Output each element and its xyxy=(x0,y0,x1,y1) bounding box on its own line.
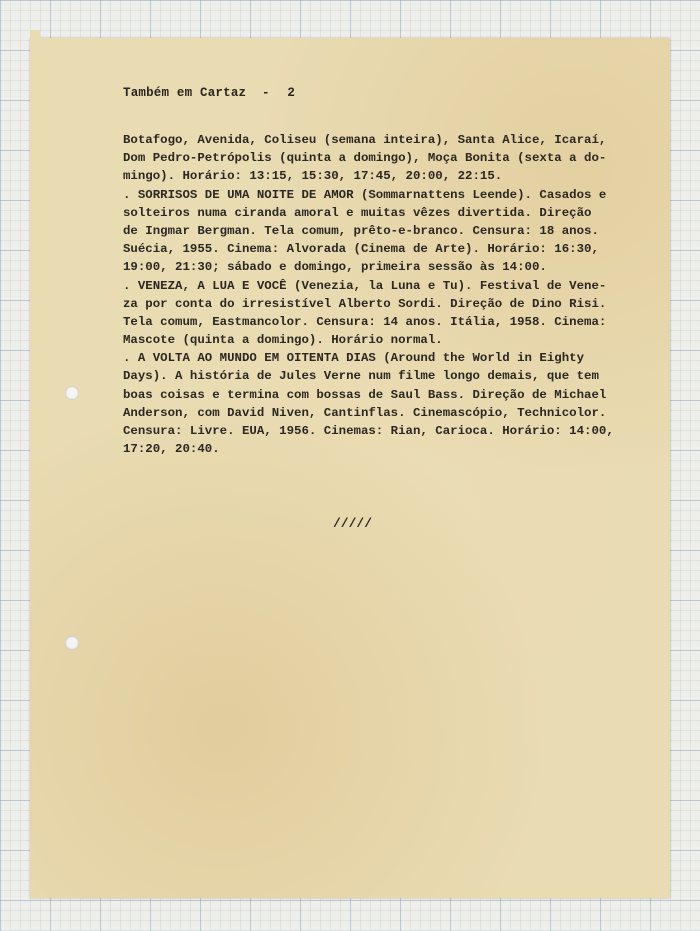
text-line: Anderson, com David Niven, Cantinflas. Cinemascópio, Technicolor. xyxy=(123,405,607,420)
text-line: 17:20, 20:40. xyxy=(123,442,220,457)
text-line: Days). A história de Jules Verne num filme longo demais, que tem xyxy=(123,369,599,384)
text-line: solteiros numa ciranda amoral e muitas vêzes divertida. Direção xyxy=(123,205,592,220)
punch-hole xyxy=(65,386,79,400)
end-mark: ///// xyxy=(333,516,373,531)
typewritten-page xyxy=(30,38,670,898)
punch-hole xyxy=(65,636,79,650)
text-line: Tela comum, Eastmancolor. Censura: 14 anos. Itália, 1958. Cinema: xyxy=(123,314,607,329)
text-line: Censura: Livre. EUA, 1956. Cinemas: Rian, Carioca. Horário: 14:00, xyxy=(123,424,614,438)
text-line: Mascote (quinta a domingo). Horário normal. xyxy=(123,333,443,348)
text-line: Suécia, 1955. Cinema: Alvorada (Cinema de Arte). Horário: 16:30, xyxy=(123,242,599,257)
text-line: . A VOLTA AO MUNDO EM OITENTA DIAS (Around the World in Eighty xyxy=(123,351,585,366)
text-line: mingo). Horário: 13:15, 15:30, 17:45, 20:00, 22:15. xyxy=(123,169,503,184)
text-line: Dom Pedro-Petrópolis (quinta a domingo), Moça Bonita (sexta a do- xyxy=(123,151,607,166)
text-line: za por conta do irresistível Alberto Sordi. Direção de Dino Risi. xyxy=(123,296,607,311)
page-header xyxy=(123,86,295,100)
text-line: de Ingmar Bergman. Tela comum, prêto-e-branco. Censura: 18 anos. xyxy=(123,223,599,238)
text-line: boas coisas e termina com bossas de Saul Bass. Direção de Michael xyxy=(123,387,607,402)
text-line: 19:00, 21:30; sábado e domingo, primeira sessão às 14:00. xyxy=(123,260,547,275)
body-text xyxy=(123,131,700,458)
header-dash: - xyxy=(261,86,270,100)
page-number: 2 xyxy=(287,86,296,100)
header-title: Também em Cartaz xyxy=(123,86,247,100)
text-line: Botafogo, Avenida, Coliseu (semana inteira), Santa Alice, Icaraí, xyxy=(123,133,607,147)
text-line: . VENEZA, A LUA E VOCÊ (Venezia, la Luna e Tu). Festival de Vene- xyxy=(123,278,607,293)
text-line: . SORRISOS DE UMA NOITE DE AMOR (Sommarnattens Leende). Casados e xyxy=(123,187,607,202)
